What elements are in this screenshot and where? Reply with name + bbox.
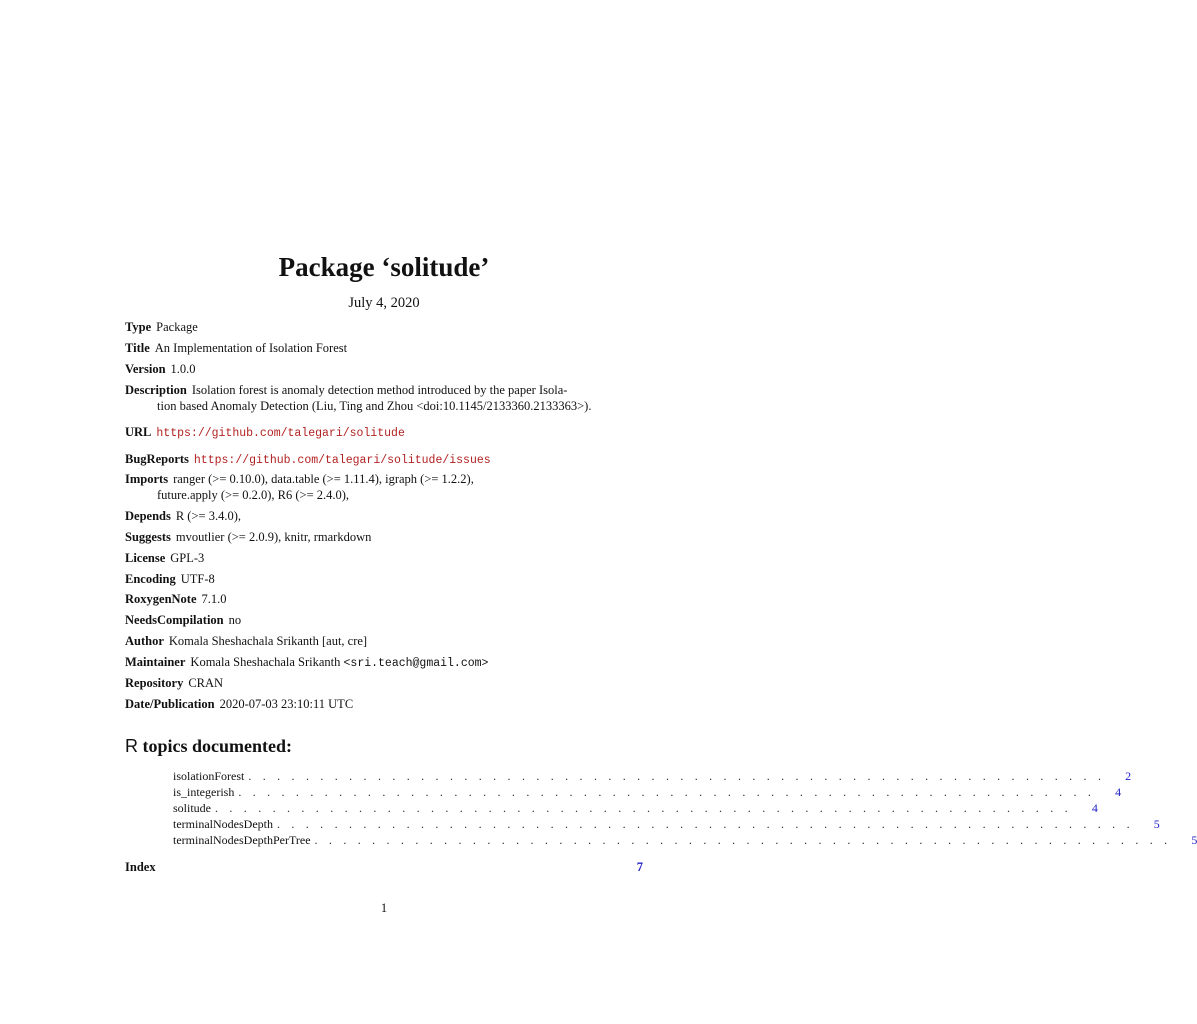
toc-entry[interactable] — [173, 800, 1098, 816]
field-label: NeedsCompilation — [125, 613, 224, 627]
field-value: ranger (>= 0.10.0), data.table (>= 1.11.4), igraph (>= 1.2.2), — [173, 472, 474, 486]
field-value: Komala Sheshachala Srikanth — [190, 655, 341, 669]
field-suggests — [125, 529, 655, 545]
field-label: Suggests — [125, 530, 171, 544]
field-value: 2020-07-03 23:10:11 UTC — [219, 697, 354, 711]
toc-dot-leader: . . . . . . . . . . . . . . . . . . . . . . . . . . . . . . . . . . . . . . . . . . . . . . . . . . . . . . . . . . . . — [238, 785, 1096, 799]
toc-entry-page[interactable]: 5 — [1191, 833, 1197, 847]
page-number: 1 — [380, 901, 388, 915]
field-value: R (>= 3.4.0), — [175, 509, 241, 523]
toc-entry-page[interactable]: 2 — [1125, 769, 1132, 783]
field-value: GPL-3 — [170, 551, 205, 565]
field-label: Maintainer — [125, 655, 186, 669]
field-label: Repository — [125, 676, 184, 690]
toc-dot-leader: . . . . . . . . . . . . . . . . . . . . . . . . . . . . . . . . . . . . . . . . . . . . . . . . . . . . . . . . . . . . — [276, 817, 1134, 831]
field-value: CRAN — [188, 676, 224, 690]
field-label: Description — [125, 383, 187, 397]
maintainer-email: <sri.teach@gmail.com> — [343, 657, 489, 670]
bugreports-link[interactable]: https://github.com/talegari/solitude/issues — [193, 454, 491, 467]
toc-entry-page[interactable]: 5 — [1153, 817, 1160, 831]
toc-entry-name[interactable]: solitude — [173, 801, 211, 815]
field-type — [125, 319, 655, 335]
index-page[interactable]: 7 — [636, 860, 643, 874]
field-date-publication — [125, 696, 655, 712]
field-label: Type — [125, 320, 152, 334]
field-description — [125, 382, 655, 414]
toc-entry[interactable] — [173, 784, 1122, 800]
field-value: 7.1.0 — [201, 592, 227, 606]
field-depends — [125, 508, 655, 524]
field-encoding — [125, 571, 655, 587]
toc-entry-name[interactable]: isolationForest — [173, 769, 245, 783]
field-label: Imports — [125, 472, 169, 486]
toc-entry[interactable] — [173, 816, 1160, 832]
field-value: Package — [156, 320, 198, 334]
field-value: mvoutlier (>= 2.0.9), knitr, rmarkdown — [175, 530, 372, 544]
index-entry[interactable] — [125, 859, 643, 875]
field-value: An Implementation of Isolation Forest — [154, 341, 348, 355]
toc-heading-text: topics documented: — [138, 736, 292, 756]
r-logo-letter: R — [125, 736, 138, 756]
field-label: Encoding — [125, 572, 176, 586]
field-url — [125, 424, 655, 442]
toc-entry-name[interactable]: terminalNodesDepthPerTree — [173, 833, 311, 847]
toc-dot-leader: . . . . . . . . . . . . . . . . . . . . . . . . . . . . . . . . . . . . . . . . . . . . . . . . . . . . . . . . . . . . — [215, 801, 1072, 815]
field-label: Depends — [125, 509, 171, 523]
field-value: no — [228, 613, 242, 627]
field-needscompilation — [125, 612, 655, 628]
field-label: BugReports — [125, 452, 189, 466]
field-roxygennote — [125, 591, 655, 607]
field-label: URL — [125, 425, 152, 439]
field-label: Version — [125, 362, 166, 376]
toc-dot-leader: . . . . . . . . . . . . . . . . . . . . . . . . . . . . . . . . . . . . . . . . . . . . . . . . . . . . . . . . . . . . — [248, 769, 1106, 783]
toc-entry[interactable] — [173, 768, 1132, 784]
field-license — [125, 550, 655, 566]
field-version — [125, 361, 655, 377]
url-link[interactable]: https://github.com/talegari/solitude — [156, 427, 405, 440]
field-value-continuation: tion based Anomaly Detection (Liu, Ting and Zhou <doi:10.1145/2133360.2133363>). — [157, 399, 592, 413]
field-bugreports — [125, 451, 655, 469]
field-value: UTF-8 — [180, 572, 215, 586]
field-imports — [125, 471, 655, 503]
field-label: RoxygenNote — [125, 592, 197, 606]
field-value: Komala Sheshachala Srikanth [aut, cre] — [168, 634, 368, 648]
field-label: Title — [125, 341, 150, 355]
toc-entry-page[interactable]: 4 — [1115, 785, 1122, 799]
index-label[interactable]: Index — [125, 860, 156, 874]
field-label: Date/Publication — [125, 697, 215, 711]
field-author — [125, 633, 655, 649]
field-label: Author — [125, 634, 164, 648]
toc-heading — [125, 734, 292, 758]
toc-entry[interactable] — [173, 832, 1197, 848]
field-title — [125, 340, 655, 356]
toc-entry-name[interactable]: terminalNodesDepth — [173, 817, 273, 831]
toc-dot-leader: . . . . . . . . . . . . . . . . . . . . . . . . . . . . . . . . . . . . . . . . . . . . . . . . . . . . . . . . . . . . — [314, 833, 1172, 847]
field-value: Isolation forest is anomaly detection method introduced by the paper Isola- — [191, 383, 568, 397]
field-value: 1.0.0 — [170, 362, 196, 376]
toc-entry-name[interactable]: is_integerish — [173, 785, 235, 799]
field-maintainer — [125, 654, 655, 672]
toc-entry-page[interactable]: 4 — [1091, 801, 1098, 815]
document-date: July 4, 2020 — [348, 295, 420, 311]
field-label: License — [125, 551, 166, 565]
field-value-continuation: future.apply (>= 0.2.0), R6 (>= 2.4.0), — [157, 488, 350, 502]
document-title: Package ‘solitude’ — [278, 252, 490, 282]
field-repository — [125, 675, 655, 691]
